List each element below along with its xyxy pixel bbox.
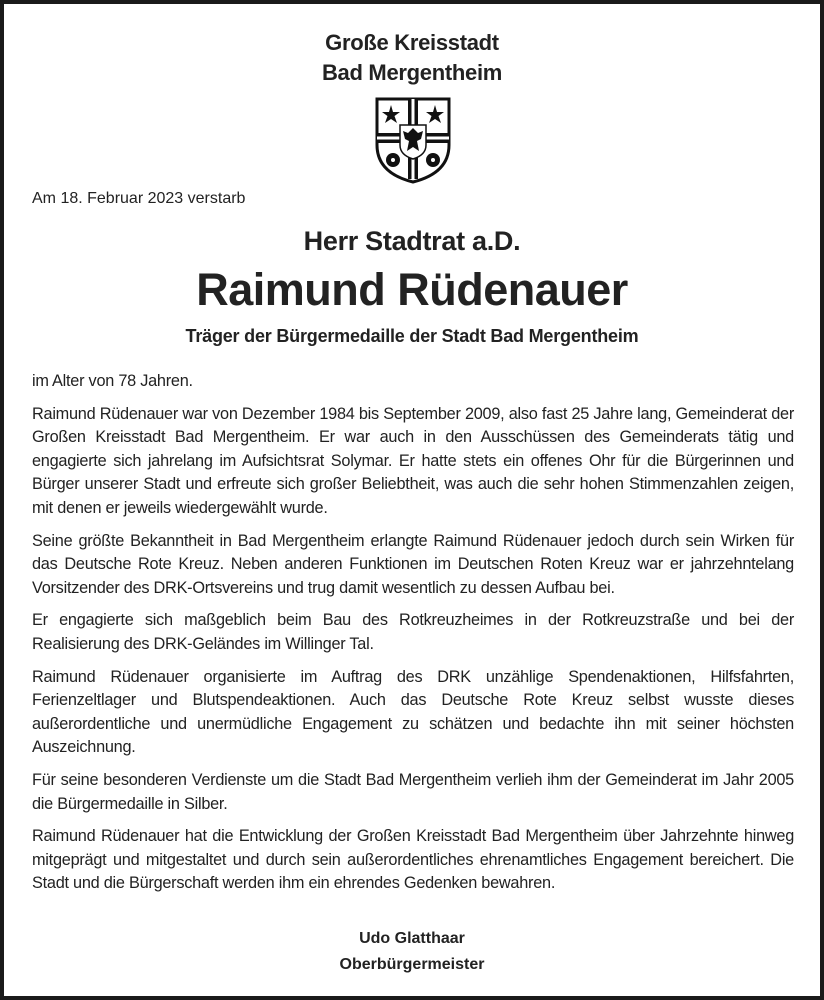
paragraph: Seine größte Bekanntheit in Bad Mergentheim erlangte Raimund Rüdenauer jedoch durch sein Wirken für das Deutsche Rote Kreuz. Neben anderen Funktionen im Deutschen Roten Kreuz war er jahrzehntelang Vorsitzender des DRK-Ortsvereins und trug damit wesentlich zu dessen Aufbau bei.: [32, 531, 794, 597]
paragraph: Raimund Rüdenauer war von Dezember 1984 bis September 2009, also fast 25 Jahre lang, Gemeinderat der Großen Kreisstadt Bad Mergentheim. Er war auch in den Ausschüssen des Gemeinderats tätig und engagierte sich jahrelang im Aufsichtsrat Solymar. Er hatte stets ein offenes Ohr für die Bürgerinnen und Bürger unserer Stadt und erfreute sich großer Beliebtheit, was auch die sehr hohen Stimmenzahlen zeigen, mit denen er jeweils wiedergewählt wurde.: [32, 404, 794, 517]
deceased-name: Raimund Rüdenauer: [196, 264, 628, 315]
intro-text: Am 18. Februar 2023 verstarb: [32, 190, 246, 207]
header-line-1: Große Kreisstadt: [325, 30, 499, 55]
paragraph: Für seine besonderen Verdienste um die Stadt Bad Mergentheim verlieh ihm der Gemeinderat im Jahr 2005 die Bürgermedaille in Silber.: [32, 770, 794, 813]
paragraph: Raimund Rüdenauer organisierte im Auftrag des DRK unzählige Spendenaktionen, Hilfsfahrten, Ferienzeltlager und Blutspendeaktionen. Auch das Deutsche Rote Kreuz selbst wusste dieses außerordentliche und unermüdliche Engagement zu schätzen und bedachte ihn mit seiner höchsten Auszeichnung.: [32, 667, 794, 757]
signature-name: Udo Glatthaar: [359, 930, 465, 947]
paragraph: Er engagierte sich maßgeblich beim Bau des Rotkreuzheimes in der Rotkreuzstraße und bei der Realisierung des DRK-Geländes im Willinger Tal.: [32, 611, 794, 653]
obituary-body: [32, 370, 794, 905]
honorific: Herr Stadtrat a.D.: [303, 226, 521, 256]
subtitle: Träger der Bürgermedaille der Stadt Bad Mergentheim: [185, 326, 639, 346]
signature-title: Oberbürgermeister: [339, 956, 485, 973]
paragraph: Raimund Rüdenauer hat die Entwicklung der Großen Kreisstadt Bad Mergentheim über Jahrzehnte hinweg mitgeprägt und mitgestaltet und durch sein außerordentliches ehrenamtliches Engagement bereichert. Die Stadt und die Bürgerschaft werden ihm ein ehrendes Gedenken bewahren.: [32, 827, 794, 893]
coat-of-arms-icon: [373, 95, 453, 185]
header-line-2: Bad Mergentheim: [321, 60, 503, 85]
paragraph: im Alter von 78 Jahren.: [32, 372, 193, 390]
obituary-notice: [4, 4, 820, 996]
